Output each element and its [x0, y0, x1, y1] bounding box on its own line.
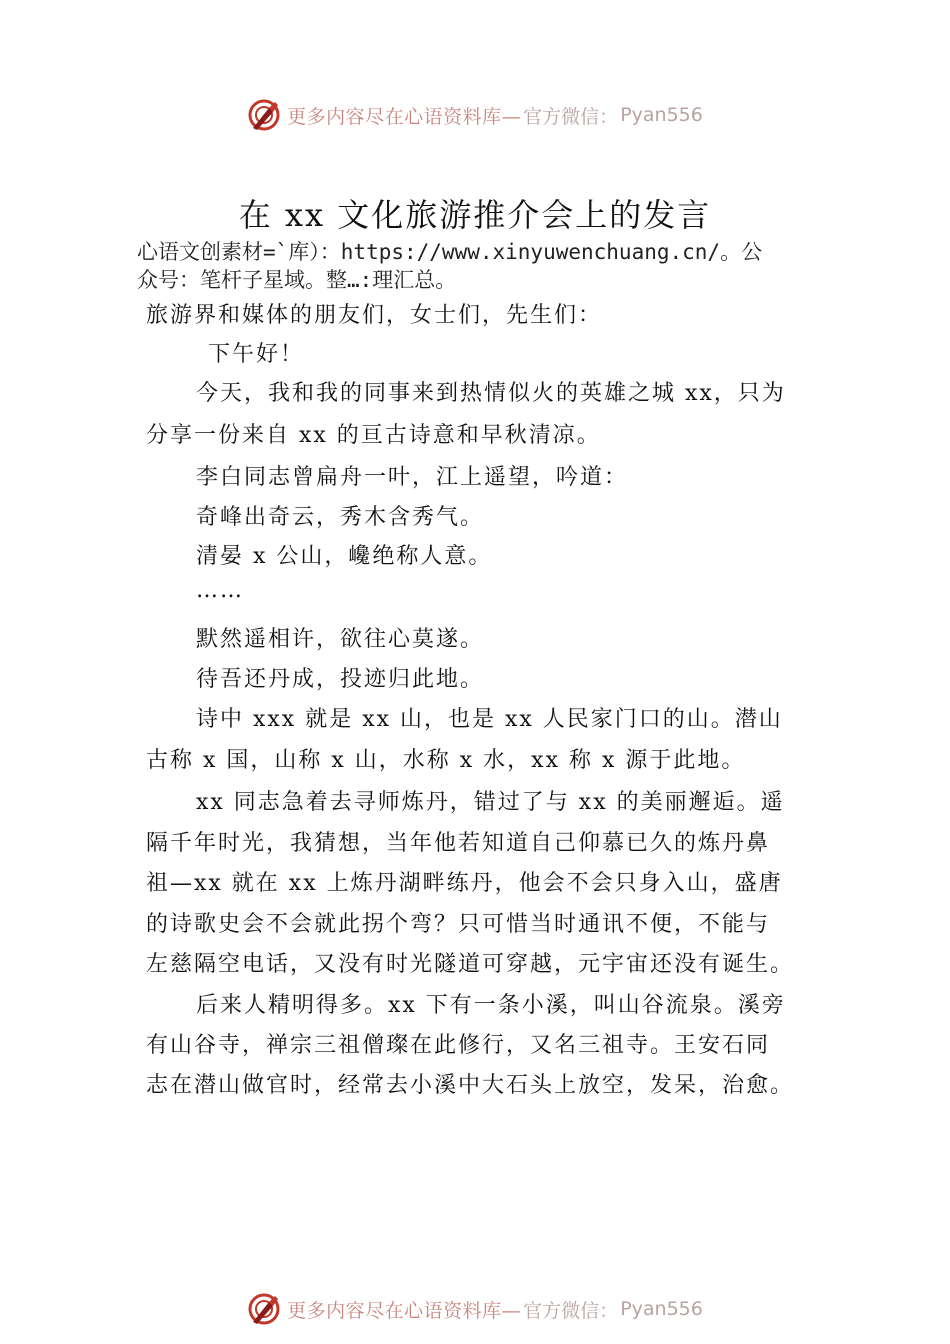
body-line: 祖—xx 就在 xx 上炼丹湖畔练丹，他会不会只身入山，盛唐 [146, 871, 783, 896]
body-line: 待吾还丹成，投迹归此地。 [196, 667, 485, 692]
body-line: 左慈隔空电话，又没有时光隧道可穿越，元宇宙还没有诞生。 [146, 952, 795, 977]
banner-wechat-label: 官方微信： [523, 1299, 619, 1322]
body-line: 分享一份来自 xx 的亘古诗意和早秋清凉。 [146, 423, 601, 448]
body-line: 隔千年时光，我猜想，当年他若知道自己仰慕已久的炼丹鼻 [146, 831, 771, 856]
source-line-2: 众号：笔杆子星域。整…:理汇总。 [137, 268, 457, 292]
body-line: 诗中 xxx 就是 xx 山，也是 xx 人民家门口的山。潜山 [196, 707, 783, 732]
body-line: 默然遥相许，欲往心莫遂。 [196, 627, 485, 652]
banner-brand-text: 更多内容尽在心语资料库— [287, 105, 522, 128]
body-line: 今天，我和我的同事来到热情似火的英雄之城 xx，只为 [196, 381, 786, 406]
banner-wechat-id: Pyan556 [620, 1298, 703, 1320]
body-line: …… [196, 578, 244, 603]
body-line: 清晏 x 公山，巉绝称人意。 [196, 544, 493, 569]
footer-banner [0, 1289, 950, 1329]
banner-wechat-label: 官方微信： [523, 105, 619, 128]
body-line: 有山谷寺，禅宗三祖僧璨在此修行，又名三祖寺。王安石同 [146, 1033, 771, 1058]
header-banner [0, 95, 950, 135]
body-line: 后来人精明得多。xx 下有一条小溪，叫山谷流泉。溪旁 [196, 993, 786, 1018]
body-line: 李白同志曾扁舟一叶，江上遥望，吟道： [196, 465, 629, 490]
body-line: 的诗歌史会不会就此拐个弯？只可惜当时通讯不便，不能与 [146, 912, 771, 937]
body-line: 志在潜山做官时，经常去小溪中大石头上放空，发呆，治愈。 [146, 1073, 795, 1098]
document-title: 在 xx 文化旅游推介会上的发言 [238, 196, 712, 234]
pen-logo-icon [247, 1292, 281, 1326]
source-line-1: 心语文创素材=`库）：https://www.xinyuwenchuang.cn/。公 [137, 240, 763, 264]
body-line: xx 同志急着去寻师炼丹，错过了与 xx 的美丽邂逅。遥 [196, 790, 785, 815]
body-line: 古称 x 国，山称 x 山，水称 x 水，xx 称 x 源于此地。 [146, 748, 746, 773]
body-line: 旅游界和媒体的朋友们，女士们，先生们： [146, 303, 603, 328]
pen-logo-icon [247, 98, 281, 132]
body-line: 下午好！ [208, 342, 305, 367]
banner-wechat-id: Pyan556 [620, 104, 703, 126]
banner-brand-text: 更多内容尽在心语资料库— [287, 1299, 522, 1322]
source-note [137, 238, 827, 294]
body-line: 奇峰出奇云，秀木含秀气。 [196, 505, 485, 530]
